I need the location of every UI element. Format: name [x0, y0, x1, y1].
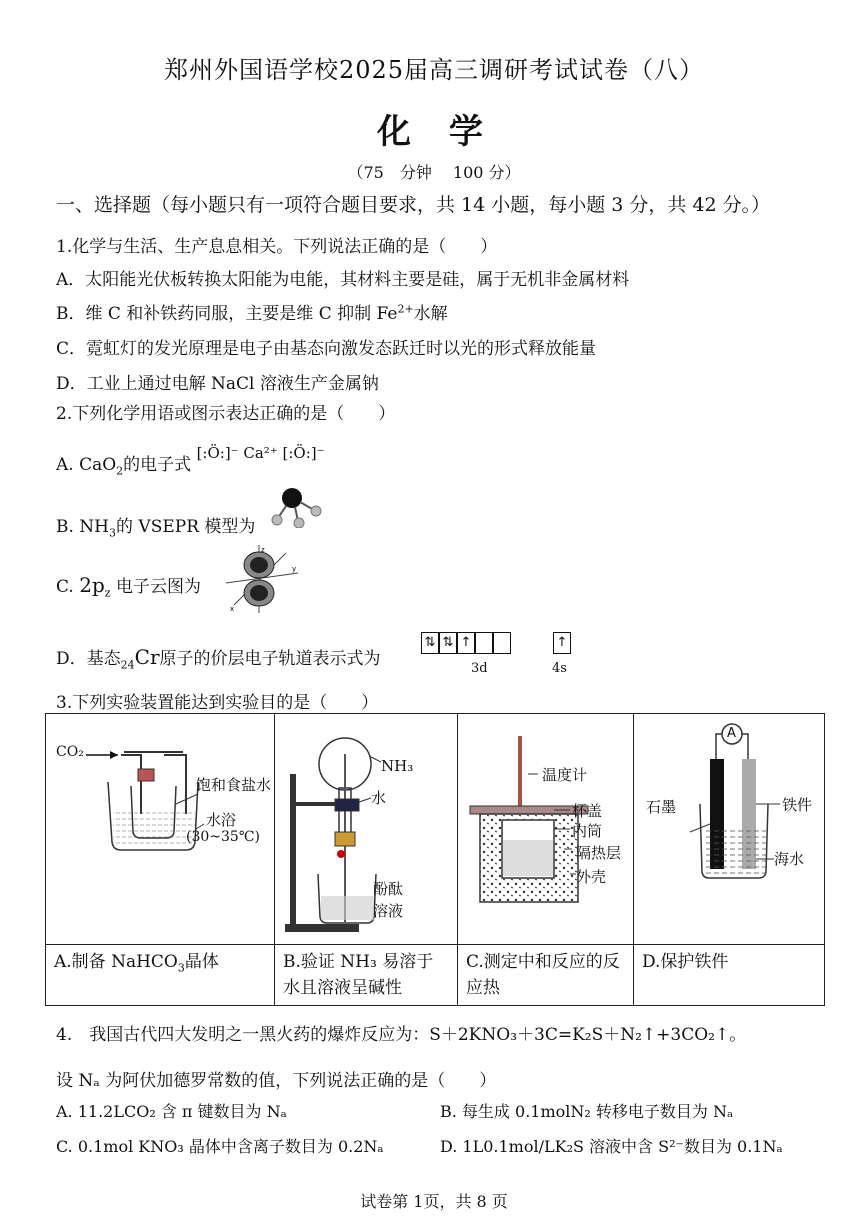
- peroxide-ion-1: [:Ö:]⁻: [196, 444, 239, 462]
- q3-option-b: B.验证 NH₃ 易溶于水且溶液呈碱性: [275, 945, 458, 1006]
- q1-option-d: D．工业上通过电解 NaCl 溶液生产金属钠: [56, 374, 379, 394]
- q3-option-a: A.制备 NaHCO$_3$晶体: [46, 945, 275, 1006]
- q4-option-d: D. 1L0.1mol/LK₂S 溶液中含 S²⁻数目为 0.1Nₐ: [440, 1137, 783, 1156]
- label-insulation: 隔热层: [576, 844, 622, 862]
- section-heading: 一、选择题（每小题只有一项符合题目要求，共 14 小题，每小题 3 分，共 42 分。）: [56, 194, 771, 216]
- label-3d: 3d: [471, 661, 488, 676]
- orbital-box: ⇅: [439, 632, 457, 654]
- q3-stem: 3.下列实验装置能达到实验目的是（ ）: [56, 693, 379, 713]
- q4-option-b: B. 每生成 0.1molN₂ 转移电子数目为 Nₐ: [440, 1102, 734, 1121]
- label-4s: 4s: [552, 661, 567, 676]
- cathodic-protection-diagram: [634, 714, 824, 944]
- label-graphite: 石墨: [646, 798, 677, 816]
- q2-option-a: A. CaO$_2$的电子式 [:Ö:]⁻ Ca²⁺ [:Ö:]⁻: [56, 444, 325, 478]
- nh3-fountain-diagram: [275, 714, 457, 944]
- peroxide-ion-2: [:Ö:]⁻: [282, 444, 325, 462]
- q4-option-a: A. 11.2LCO₂ 含 π 键数目为 Nₐ: [56, 1102, 287, 1121]
- q1-option-c: C．霓虹灯的发光原理是电子由基态向激发态跃迁时以光的形式释放能量: [56, 339, 597, 359]
- experiment-table: [45, 713, 825, 1006]
- label-phenolphthalein: 酚酞: [373, 880, 404, 898]
- label-water-bath: 水浴: [206, 811, 237, 829]
- orbital-box: [493, 632, 511, 654]
- svg-text:y: y: [292, 565, 297, 573]
- calcium-ion: Ca²⁺: [243, 444, 278, 462]
- q2-stem: 2.下列化学用语或图示表达正确的是（ ）: [56, 404, 396, 424]
- subject-title: 化学: [377, 112, 521, 152]
- cr-4s-orbital: [553, 632, 571, 654]
- apparatus-d: [634, 714, 825, 945]
- q3-option-c: C.测定中和反应的反应热: [458, 945, 634, 1006]
- exam-time-score: （75 分钟 100 分）: [347, 163, 521, 182]
- orbital-box: ↑: [553, 632, 571, 654]
- label-co2: CO₂: [56, 744, 84, 760]
- q4-stem: 4. 我国古代四大发明之一黑火药的爆炸反应为：S＋2KNO₃＋3C=K₂S＋N₂↑+3CO₂↑。: [56, 1025, 747, 1045]
- label-inner-cup: 内筒: [572, 822, 603, 840]
- apparatus-b: [275, 714, 458, 945]
- orbital-box: ⇅: [421, 632, 439, 654]
- svg-text:x: x: [230, 605, 235, 613]
- svg-text:z: z: [261, 546, 265, 554]
- q4-line2: 设 Nₐ 为阿伏加德罗常数的值，下列说法正确的是（ ）: [56, 1071, 497, 1091]
- label-outer-shell: 外壳: [576, 868, 607, 886]
- apparatus-a: [46, 714, 275, 945]
- q1-option-a: A．太阳能光伏板转换太阳能为电能，其材料主要是硅，属于无机非金属材料: [56, 270, 630, 290]
- orbital-box: [475, 632, 493, 654]
- exam-title: 郑州外国语学校2025届高三调研考试试卷（八）: [163, 56, 705, 84]
- q1-stem: 1.化学与生活、生产息息相关。下列说法正确的是（ ）: [56, 237, 498, 257]
- 2pz-electron-cloud-icon: [222, 543, 300, 615]
- label-solution: 溶液: [373, 902, 404, 920]
- label-seawater: 海水: [774, 850, 805, 868]
- label-thermometer: 温度计: [542, 766, 588, 784]
- apparatus-c: [458, 714, 634, 945]
- q2-option-b: B. $NH_3$的 VSEPR 模型为: [56, 517, 256, 540]
- q4-option-c: C. 0.1mol KNO₃ 晶体中含离子数目为 0.2Nₐ: [56, 1137, 384, 1156]
- label-iron-part: 铁件: [782, 796, 813, 814]
- label-bath-temp: (30~35℃): [186, 829, 260, 845]
- calorimeter-diagram: [458, 714, 633, 944]
- q1-option-b: B．维 C 和补铁药同服，主要是维 C 抑制 $Fe^{2+}$水解: [56, 302, 448, 324]
- page-footer: 试卷第 1页，共 8 页: [360, 1192, 508, 1211]
- label-nh3: NH₃: [381, 757, 414, 775]
- q2-option-d: D．基态$_{24}$Cr原子的价层电子轨道表示式为: [56, 645, 381, 672]
- label-cup-lid: 杯盖: [572, 802, 603, 820]
- ammeter-label: A: [727, 726, 736, 741]
- nh3-vsepr-model-icon: [268, 484, 328, 528]
- q2-option-c: C. $2p_z$ 电子云图为: [56, 573, 201, 600]
- label-saturated-brine: 饱和食盐水: [196, 776, 272, 794]
- q3-option-d: D.保护铁件: [634, 945, 825, 1006]
- cr-3d-orbitals: [421, 632, 511, 654]
- orbital-box: ↑: [457, 632, 475, 654]
- label-water: 水: [371, 789, 387, 807]
